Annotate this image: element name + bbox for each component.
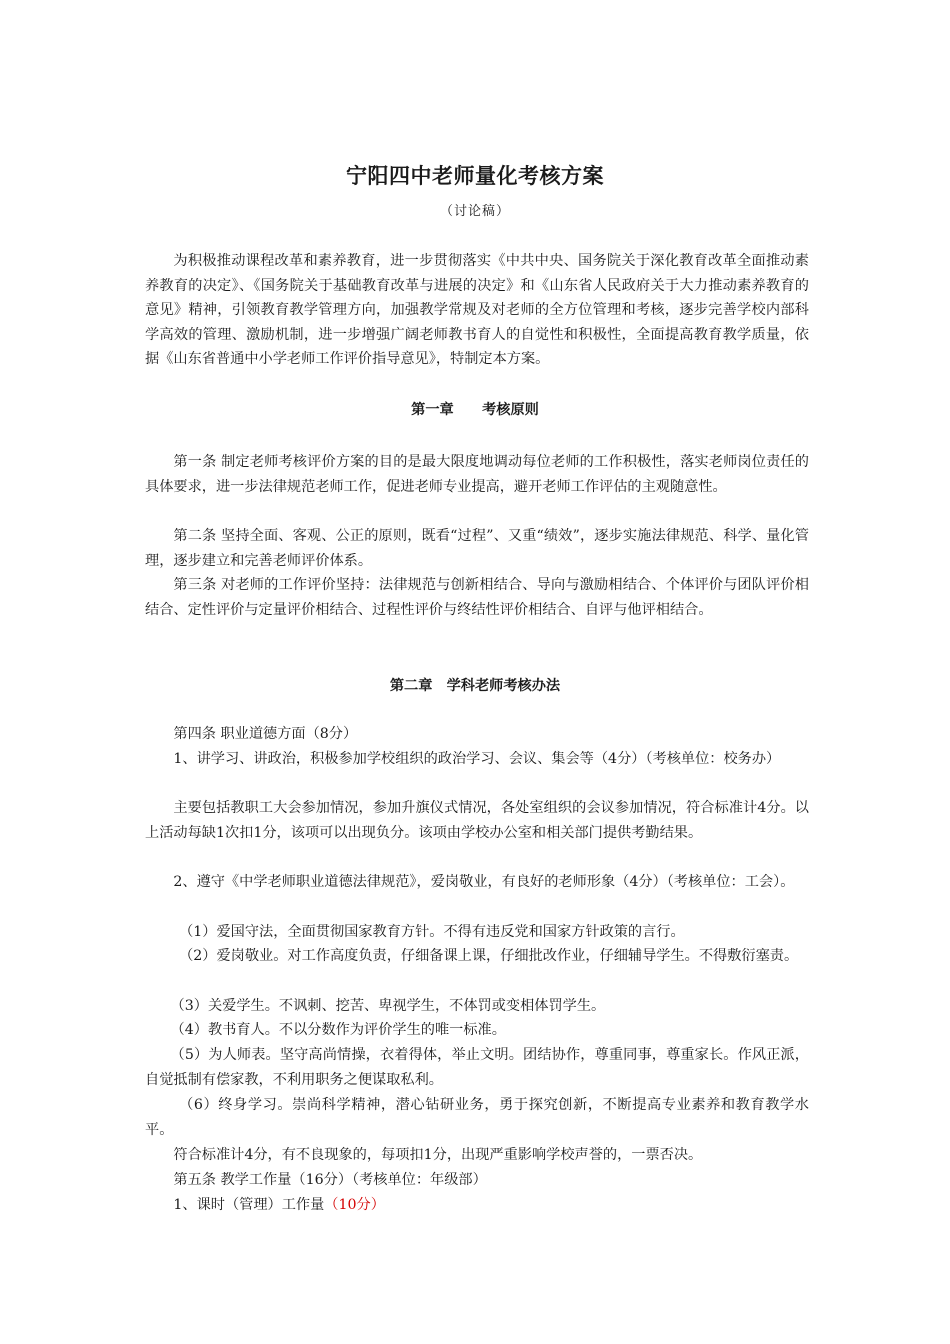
item-hours-points: （10分） [324,1197,385,1213]
article-1: 第一条 制定老师考核评价方案的目的是最大限度地调动每位老师的工作积极性，落实老师岗位责任的具体要求，进一步法律规范老师工作，促进老师专业提高，避开老师工作评估的主观随意性。 [145,454,809,495]
article-5-item-1 [145,1193,809,1218]
article-5: 第五条 教学工作量（16分）（考核单位：年级部） [173,1172,487,1188]
article-4: 第四条 职业道德方面（8分） [173,726,358,742]
standard-note: 符合标准计4分，有不良现象的，每项扣1分，出现严重影响学校声誉的，一票否决。 [173,1147,703,1163]
item-2-sub-5: （5）为人师表。坚守高尚情操，衣着得体，举止文明。团结协作，尊重同事，尊重家长。作风正派，自觉抵制有偿家教，不利用职务之便谋取私利。 [145,1047,809,1088]
item-2-sub-1: （1）爱国守法，全面贯彻国家教育方针。不得有违反党和国家方针政策的言行。 [179,924,685,940]
item-2-sub-4: （4）教书育人。不以分数作为评价学生的唯一标准。 [170,1022,506,1038]
article-2: 第二条 坚持全面、客观、公正的原则，既看“过程”、又重“绩效”，逐步实施法律规范、科学、量化管理，逐步建立和完善老师评价体系。 [145,528,809,569]
document-subtitle: （讨论稿） [439,204,510,219]
chapter-1-heading: 第一章 考核原则 [411,402,539,418]
article-4-item-1: 1、讲学习、讲政治，积极参加学校组织的政治学习、会议、集会等（4分）（考核单位：校务办） [173,751,781,767]
article-4-item-2: 2、遵守《中学老师职业道德法律规范》，爱岗敬业，有良好的老师形象（4分）（考核单位：工会）。 [173,874,795,890]
article-4-item-1-detail: 主要包括教职工大会参加情况，参加升旗仪式情况，各处室组织的会议参加情况，符合标准计4分。以上活动每缺1次扣1分，该项可以出现负分。该项由学校办公室和相关部门提供考勤结果。 [145,800,809,841]
chapter-2-heading: 第二章 学科老师考核办法 [389,678,561,694]
intro-paragraph: 为积极推动课程改革和素养教育，进一步贯彻落实《中共中央、国务院关于深化教育改革全面推动素养教育的决定》、《国务院关于基础教育改革与进展的决定》和《山东省人民政府关于大力推动素养教育的意见》精神，引领教育教学管理方向，加强教学常规及对老师的全方位管理和考核，逐步完善学校内部科学高效的管理、激励机制，进一步增强广阔老师教书育人的自觉性和积极性，全面提高教育教学质量，依据《山东省普通中小学老师工作评价指导意见》，特制定本方案。 [145,253,809,368]
item-2-sub-2: （2）爱岗敬业。对工作高度负责，仔细备课上课，仔细批改作业，仔细辅导学生。不得敷衍塞责。 [179,948,799,964]
article-3: 第三条 对老师的工作评价坚持：法律规范与创新相结合、导向与激励相结合、个体评价与团队评价相结合、定性评价与定量评价相结合、过程性评价与终结性评价相结合、自评与他评相结合。 [145,577,809,618]
item-2-sub-6: （6）终身学习。崇尚科学精神，潜心钻研业务，勇于探究创新，不断提高专业素养和教育教学水平。 [145,1097,809,1138]
item-2-sub-3: （3）关爱学生。不讽刺、挖苦、卑视学生，不体罚或变相体罚学生。 [170,998,606,1014]
document-title: 宁阳四中老师量化考核方案 [346,164,604,188]
item-hours-label: 1、课时（管理）工作量 [173,1197,325,1213]
